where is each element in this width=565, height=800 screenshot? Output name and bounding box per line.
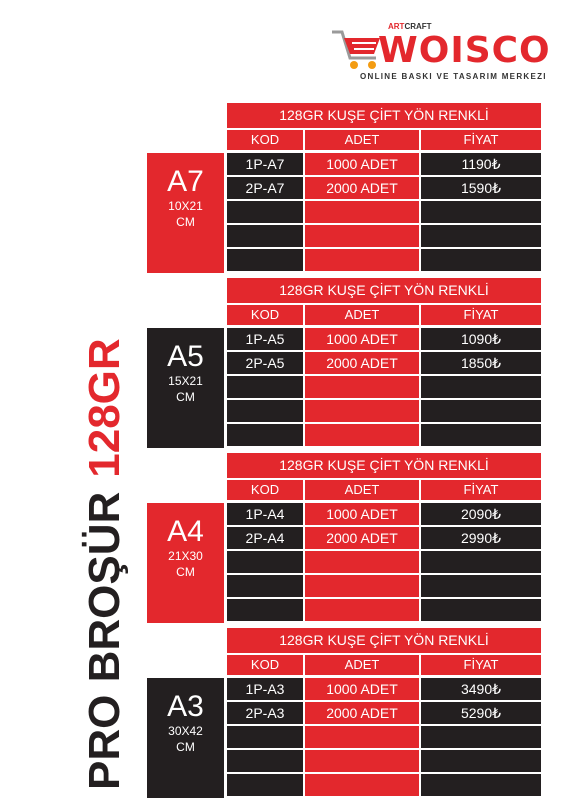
cell-adet [305,774,419,796]
size-unit: CM [176,390,195,404]
cell-kod: 1P-A7 [227,153,303,175]
size-unit: CM [176,565,195,579]
cell-adet [305,376,419,398]
cell-adet: 2000 ADET [305,352,419,374]
cell-fiyat [421,750,541,772]
column-kod: KOD [227,655,303,675]
cell-kod: 2P-A4 [227,527,303,549]
brand-logo [330,22,551,87]
cell-kod: 1P-A4 [227,503,303,525]
column-adet: ADET [305,480,419,500]
cell-kod: 1P-A5 [227,328,303,350]
column-kod: KOD [227,130,303,150]
cell-adet [305,201,419,223]
size-box [147,678,224,798]
size-dimension: 21X30 [168,549,203,563]
column-adet: ADET [305,655,419,675]
cell-kod: 2P-A5 [227,352,303,374]
size-box [147,153,224,273]
cell-fiyat: 2990₺ [421,527,541,549]
cell-kod [227,551,303,573]
cell-kod [227,726,303,748]
cell-adet [305,551,419,573]
price-table-a4 [147,453,541,623]
cell-fiyat [421,726,541,748]
size-dimension: 30X42 [168,724,203,738]
cell-fiyat [421,424,541,446]
table-header: 128GR KUŞE ÇİFT YÖN RENKLİ [227,278,541,303]
cell-fiyat [421,400,541,422]
page-title [55,0,155,790]
cell-kod: 2P-A7 [227,177,303,199]
cell-adet: 2000 ADET [305,702,419,724]
cell-adet [305,249,419,271]
cell-kod [227,225,303,247]
size-unit: CM [176,740,195,754]
cell-fiyat: 1850₺ [421,352,541,374]
cell-fiyat [421,774,541,796]
logo-wordmark: WOISCO [378,30,551,71]
cell-fiyat: 5290₺ [421,702,541,724]
cell-fiyat: 1190₺ [421,153,541,175]
size-box [147,503,224,623]
cell-adet [305,750,419,772]
cell-kod [227,599,303,621]
title-main: PRO BROŞÜR [80,491,129,790]
cell-kod [227,376,303,398]
cell-kod [227,424,303,446]
size-box [147,328,224,448]
cell-adet [305,726,419,748]
cell-kod [227,400,303,422]
price-table-a5 [147,278,541,448]
cell-kod: 2P-A3 [227,702,303,724]
cell-fiyat: 1590₺ [421,177,541,199]
cell-adet: 1000 ADET [305,328,419,350]
logo-craft-text: CRAFT [404,22,432,31]
cell-kod [227,750,303,772]
logo-art-text: ART [388,22,405,31]
cell-kod [227,201,303,223]
table-header: 128GR KUŞE ÇİFT YÖN RENKLİ [227,628,541,653]
cell-kod [227,249,303,271]
price-table-a3 [147,628,541,798]
size-name: A5 [167,340,204,373]
table-header: 128GR KUŞE ÇİFT YÖN RENKLİ [227,453,541,478]
cell-fiyat [421,249,541,271]
cell-fiyat [421,575,541,597]
cell-adet: 1000 ADET [305,153,419,175]
cell-fiyat: 2090₺ [421,503,541,525]
cell-adet [305,575,419,597]
cell-fiyat [421,599,541,621]
cell-kod [227,575,303,597]
cell-fiyat [421,551,541,573]
size-name: A3 [167,690,204,723]
column-kod: KOD [227,480,303,500]
logo-tagline: ONLINE BASKI VE TASARIM MERKEZI [360,72,547,81]
cell-fiyat: 1090₺ [421,328,541,350]
cell-fiyat: 3490₺ [421,678,541,700]
cell-adet: 2000 ADET [305,177,419,199]
cell-adet: 1000 ADET [305,503,419,525]
cell-kod: 1P-A3 [227,678,303,700]
cell-adet [305,400,419,422]
table-header: 128GR KUŞE ÇİFT YÖN RENKLİ [227,103,541,128]
size-unit: CM [176,215,195,229]
cell-fiyat [421,225,541,247]
price-table-a7 [147,103,541,273]
cell-kod [227,774,303,796]
cell-fiyat [421,376,541,398]
size-dimension: 10X21 [168,199,203,213]
cell-adet [305,225,419,247]
column-fiyat: FİYAT [421,305,541,325]
cell-adet: 1000 ADET [305,678,419,700]
column-fiyat: FİYAT [421,655,541,675]
column-adet: ADET [305,130,419,150]
cell-adet [305,424,419,446]
cell-adet [305,599,419,621]
size-dimension: 15X21 [168,374,203,388]
column-fiyat: FİYAT [421,480,541,500]
column-fiyat: FİYAT [421,130,541,150]
cell-fiyat [421,201,541,223]
size-name: A7 [167,165,204,198]
size-name: A4 [167,515,204,548]
title-accent: 128GR [80,338,129,478]
cell-adet: 2000 ADET [305,527,419,549]
column-adet: ADET [305,305,419,325]
column-kod: KOD [227,305,303,325]
